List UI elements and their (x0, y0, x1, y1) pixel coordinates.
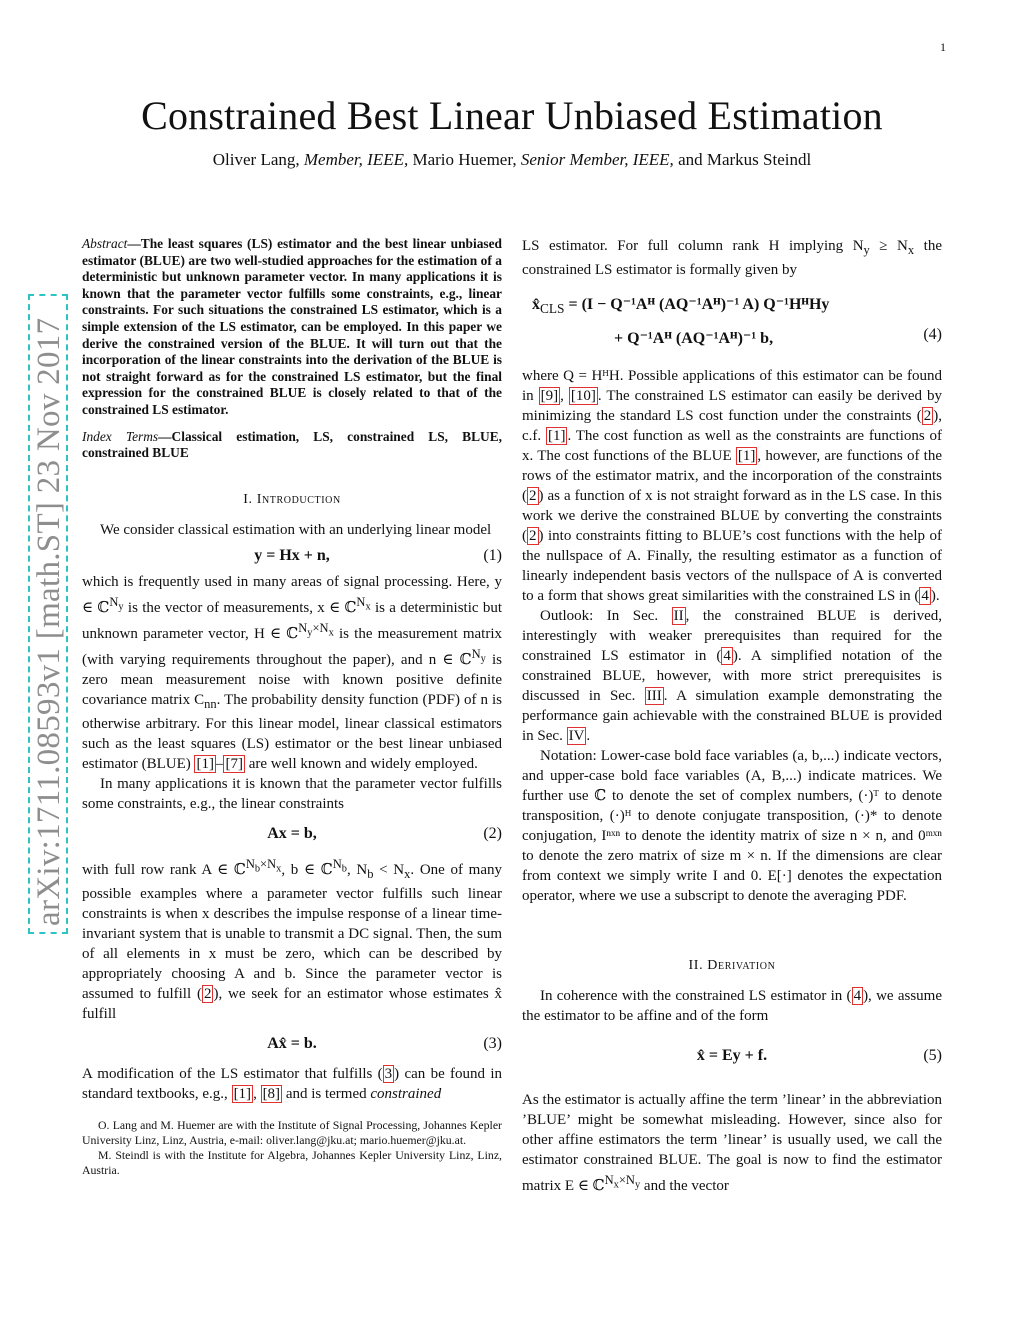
outlook-paragraph: Outlook: In Sec. II , the constrained BLUE is derived, interestingly with weaker prerequisites than required for the constrained LS estimator in ( 4 ). A simplified notation of the constrained BLUE, however, with more strict prerequisites is discussed in Sec. III . A simulation example demonstrating the performance gain achievable with the constrained BLUE is provided in Sec. IV . (522, 608, 942, 745)
section-heading-introduction: I. Introduction (243, 491, 341, 507)
index-terms-text: —Classical estimation, LS, constrained LS, BLUE, constrained BLUE (82, 428, 502, 461)
right-column (522, 236, 942, 1196)
equation-ref-3[interactable]: 3 (384, 1065, 393, 1082)
section-ref-4[interactable]: IV (568, 728, 585, 745)
equation-ref-2[interactable]: 2 (203, 985, 212, 1002)
equation-4: $x̂_{CLS} = (I$ − Q⁻¹Aᴴ (AQ⁻¹Aᴴ)⁻¹ A) Q⁻¹HᴴHy + Q⁻¹Aᴴ (AQ⁻¹Aᴴ)⁻¹ b, (4) (532, 296, 942, 348)
equation-ref-2b[interactable]: 2 (529, 488, 537, 505)
author-2-role: Senior Member, IEEE, (520, 150, 674, 169)
arxiv-stamp[interactable]: arXiv:1711.08593v1 [math.ST] 23 Nov 2017 (28, 294, 68, 934)
intro-paragraph-4: with full row rank A ∈ ℂ$^{N_b\times N_x}$, b ∈ ℂ$^{N_b}$, $N_b < N_x$. One of many possible examples where a parameter vector fulfills such linear constraints is when x describes the impulse response of a linear time-invariant system that is unable to transmit a DC signal. Then, the sum of all elements in x must be zero, which can be described by appropriately choosing A and b. Since the parameter vector is assumed to fulfill ( 2 ), we seek for an estimator whose estimates x̂ fulfill (82, 856, 503, 1022)
citation-1d[interactable]: [1] (737, 448, 756, 465)
index-terms (82, 429, 502, 462)
right-paragraph-1: LS estimator. For full column rank H implying $N_y \ge N_x$ the constrained LS estimator is formally given by (522, 238, 942, 278)
author-line (0, 150, 1024, 170)
equation-1: y = Hx + n, (1) (254, 546, 502, 564)
author-1: Oliver Lang, (212, 150, 300, 169)
section-ref-3[interactable]: III (646, 688, 662, 705)
abstract-text: —The least squares (LS) estimator and the best linear unbiased estimator (BLUE) are two well-studied approaches for the estimation of a deterministic but unknown parameter vector. In many applications it is known that the parameter vector fulfills some constraints, e.g., linear constraints. For such situations the constrained LS estimator, which is a simple extension of the LS estimator, can be employed. In this paper we derive the constrained version of the BLUE. It will turn out that the incorporation of the linear constraints into the derivation of the BLUE is not straight forward as for the constrained LS estimator, but the final expression for the constrained BLUE is closely related to that of the constrained LS estimator. (82, 236, 502, 417)
equation-ref-4b[interactable]: 4 (723, 648, 731, 665)
footnote-2: M. Steindl is with the Institute for Algebra, Johannes Kepler University Linz, Linz, Austria. (82, 1147, 502, 1177)
citation-10[interactable]: [10] (570, 388, 596, 405)
paper-title: Constrained Best Linear Unbiased Estimation (141, 93, 883, 138)
citation-1b[interactable]: [1] (233, 1085, 252, 1102)
derivation-paragraph-1: In coherence with the constrained LS estimator in ( 4 ), we assume the estimator to be affine and of the form (522, 988, 942, 1025)
intro-paragraph-1: We consider classical estimation with an underlying linear model (100, 521, 492, 538)
footnote-1: O. Lang and M. Huemer are with the Institute of Signal Processing, Johannes Kepler University Linz, Linz, Austria, e-mail: oliver.lang@jku.at; mario.huemer@jku.at. (82, 1117, 502, 1147)
equation-ref-2a[interactable]: 2 (923, 408, 932, 425)
abstract-label: Abstract (82, 236, 128, 251)
author-3: Markus Steindl (706, 150, 812, 169)
abstract (82, 236, 502, 419)
author-1-role: Member, IEEE, (303, 150, 409, 169)
intro-paragraph-5: A modification of the LS estimator that fulfills ( 3 ) can be found in standard textbooks, e.g., [1] , [8] and is termed constrained (82, 1065, 502, 1102)
derivation-paragraph-2: As the estimator is actually affine the term ’linear’ in the abbreviation ’BLUE’ might be somewhat misleading. However, since also for other affine estimators the term ’linear’ is usually used, we call the estimator constrained BLUE. The goal is now to find the estimator matrix E ∈ ℂ$^{N_x\times N_y}$ and the vector (522, 1092, 942, 1195)
equation-ref-4[interactable]: 4 (921, 588, 929, 605)
right-paragraph-2: where Q = HᴴH. Possible applications of this estimator can be found in [9] , [10] . The constrained LS estimator can easily be derived by minimizing the standard LS cost function under the constraints ( 2 ), c.f. [1] . The cost function as well as the constraints are functions of x. The cost functions of the BLUE [1] , however, are functions of the rows of the estimator matrix, and the incorporation of the constraints ( 2 ) as a function of x is not straight forward as in the LS case. In this work we derive the constrained BLUE by converting the constraints ( 2 ) into constraints fitting to BLUE’s cost functions with the help of the nullspace of A. Finally, the resulting estimator as a function of linearly independent basis vectors of the nullspace of A is converted to a form that shows great similarities with the constrained LS in ( 4 ). (522, 368, 943, 605)
citation-9[interactable]: [9] (540, 388, 559, 405)
citation-1c[interactable]: [1] (547, 428, 566, 445)
page-number: 1 (940, 40, 946, 54)
left-column (82, 236, 502, 1178)
footnotes (82, 1118, 502, 1178)
intro-paragraph-2: which is frequently used in many areas of signal processing. Here, y ∈ ℂ$^{N_y}$ is the vector of measurements, x ∈ ℂ$^{N_x}$ is a deterministic but unknown parameter vector, H ∈ ℂ$^{N_y\times N_x}$ is the measurement matrix (with varying requirements throughout the paper), and n ∈ ℂ$^{N_y}$ is zero mean measurement noise with known positive definite covariance matrix $C_{nn}$. The probability density function (PDF) of n is otherwise arbitrary. For this linear model, linear classical estimators such as the least squares (LS) estimator or the best linear unbiased estimator (BLUE) [1] – [7] are well known and widely employed. (82, 573, 503, 772)
equation-2: Ax = b, (2) (267, 824, 502, 842)
author-and: and (678, 150, 703, 169)
intro-paragraph-3: In many applications it is known that the parameter vector fulfills some constraints, e.g., the linear constraints (82, 775, 502, 812)
citation-7[interactable]: [7] (225, 755, 243, 772)
citation-1[interactable]: [1] (196, 755, 214, 772)
citation-8[interactable]: [8] (262, 1085, 281, 1102)
equation-5: x̂ = Ey + f. (5) (696, 1047, 942, 1065)
section-heading-derivation: II. Derivation (688, 958, 776, 974)
equation-ref-4c[interactable]: 4 (853, 988, 862, 1005)
section-ref-2[interactable]: II (673, 608, 684, 625)
author-2: Mario Huemer, (412, 150, 517, 169)
equation-ref-2c[interactable]: 2 (529, 528, 537, 545)
equation-3: Ax̂ = b. (3) (267, 1034, 502, 1052)
notation-paragraph: Notation: Lower-case bold face variables (a, b,...) indicate vectors, and upper-case bold face variables (A, B,...) indicate matrices. We further use ℂ to denote the set of complex numbers, (·)ᵀ to denote transposition, (·)ᴴ to denote conjugate transposition, (·)* to denote conjugation, Iⁿˣⁿ to denote the identity matrix of size n × n, and 0ᵐˣⁿ to denote the zero matrix of size m × n. If the dimensions are clear from context we simply write I and 0. E[·] denotes the expectation operator, where we use a subscript to denote the averaging PDF. (522, 748, 942, 905)
index-terms-label: Index Terms (82, 428, 159, 444)
